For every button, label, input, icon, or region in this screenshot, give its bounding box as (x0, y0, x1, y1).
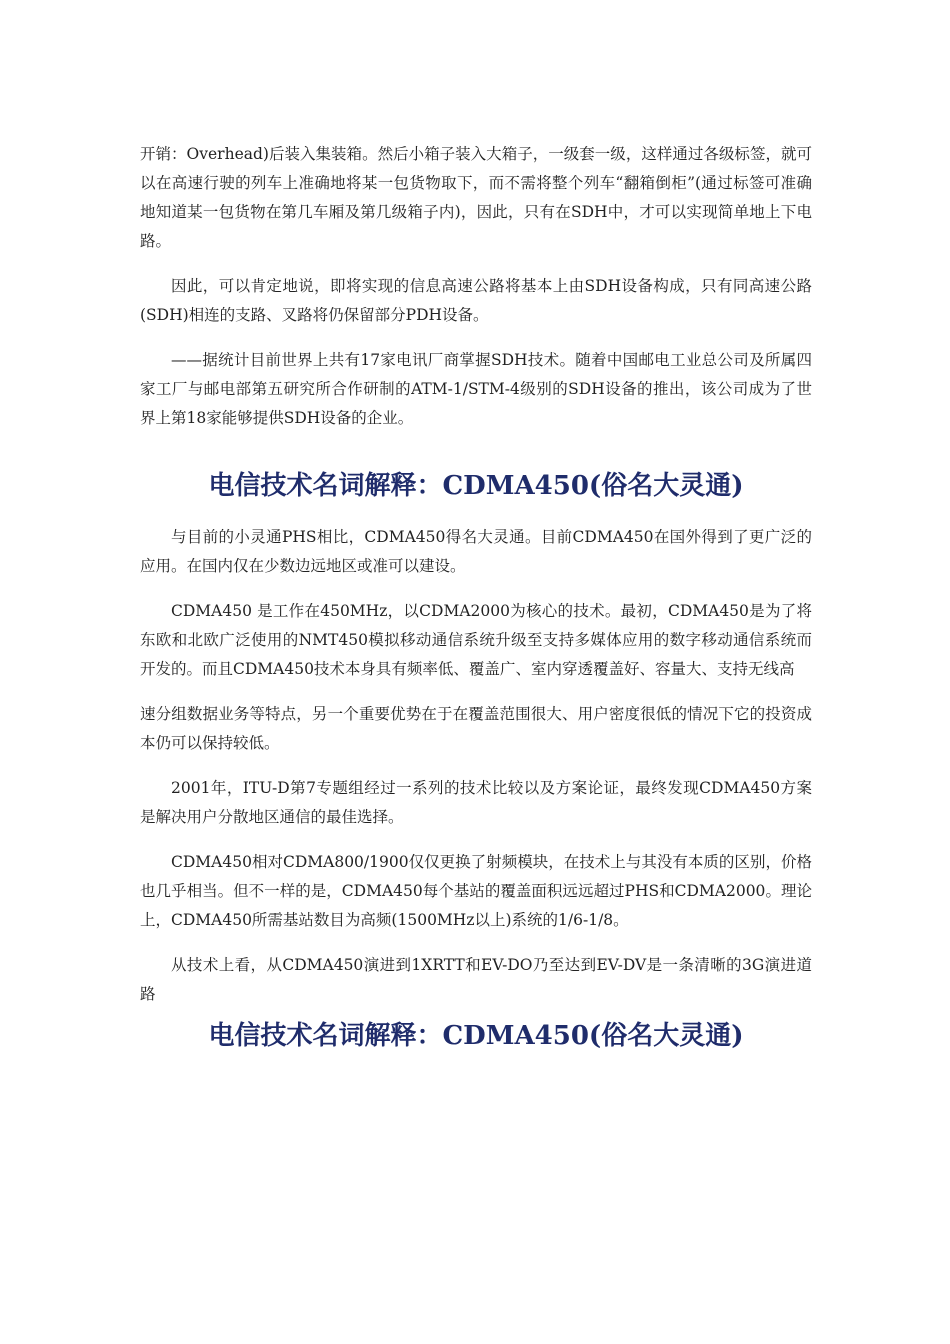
paragraph-cdma450-intro: 与目前的小灵通PHS相比，CDMA450得名大灵通。目前CDMA450在国外得到了更广泛的应用。在国内仅在少数边远地区或准可以建设。 (140, 528, 812, 575)
paragraph-sdh-vendors: ——据统计目前世界上共有17家电讯厂商掌握SDH技术。随着中国邮电工业总公司及所属四家工厂与邮电部第五研究所合作研制的ATM-1/STM-4级别的SDH设备的推出，该公司成为了世界上第18家能够提供SDH设备的企业。 (140, 351, 812, 427)
paragraph-sdh-highway: 因此，可以肯定地说，即将实现的信息高速公路将基本上由SDH设备构成，只有同高速公路(SDH)相连的支路、叉路将仍保留部分PDH设备。 (140, 277, 812, 324)
paragraph-itu-d: 2001年，ITU-D第7专题组经过一系列的技术比较以及方案论证，最终发现CDMA450方案是解决用户分散地区通信的最佳选择。 (140, 779, 812, 826)
paragraph-cdma450-evolution: 从技术上看，从CDMA450演进到1XRTT和EV-DO乃至达到EV-DV是一条清晰的3G演进道路 (140, 956, 812, 1003)
paragraph-cdma450-tech: CDMA450 是工作在450MHz，以CDMA2000为核心的技术。最初，CDMA450是为了将东欧和北欧广泛使用的NMT450模拟移动通信系统升级至支持多媒体应用的数字移动通信系统而开发的。而且CDMA450技术本身具有频率低、覆盖广、室内穿透覆盖好、容量大、支持无线高 (140, 602, 812, 678)
document-page (140, 140, 812, 1053)
section-heading-cdma450: 电信技术名词解释：CDMA450(俗名大灵通) (208, 471, 744, 501)
paragraph-cdma450-cost: CDMA450相对CDMA800/1900仅仅更换了射频模块，在技术上与其没有本质的区别，价格也几乎相当。但不一样的是，CDMA450每个基站的覆盖面积远远超过PHS和CDMA2000。理论上，CDMA450所需基站数目为高频(1500MHz以上)系统的1/6-1/8。 (140, 853, 812, 929)
paragraph-sdh-labels: 开销：Overhead)后装入集装箱。然后小箱子装入大箱子，一级套一级，这样通过各级标签，就可以在高速行驶的列车上准确地将某一包货物取下，而不需将整个列车“翻箱倒柜”(通过标签可准确地知道某一包货物在第几车厢及第几级箱子内)，因此，只有在SDH中，才可以实现简单地上下电路。 (140, 145, 812, 250)
paragraph-cdma450-advantage: 速分组数据业务等特点，另一个重要优势在于在覆盖范围很大、用户密度很低的情况下它的投资成本仍可以保持较低。 (140, 705, 812, 752)
section-heading-cdma450-repeat: 电信技术名词解释：CDMA450(俗名大灵通) (208, 1021, 744, 1051)
